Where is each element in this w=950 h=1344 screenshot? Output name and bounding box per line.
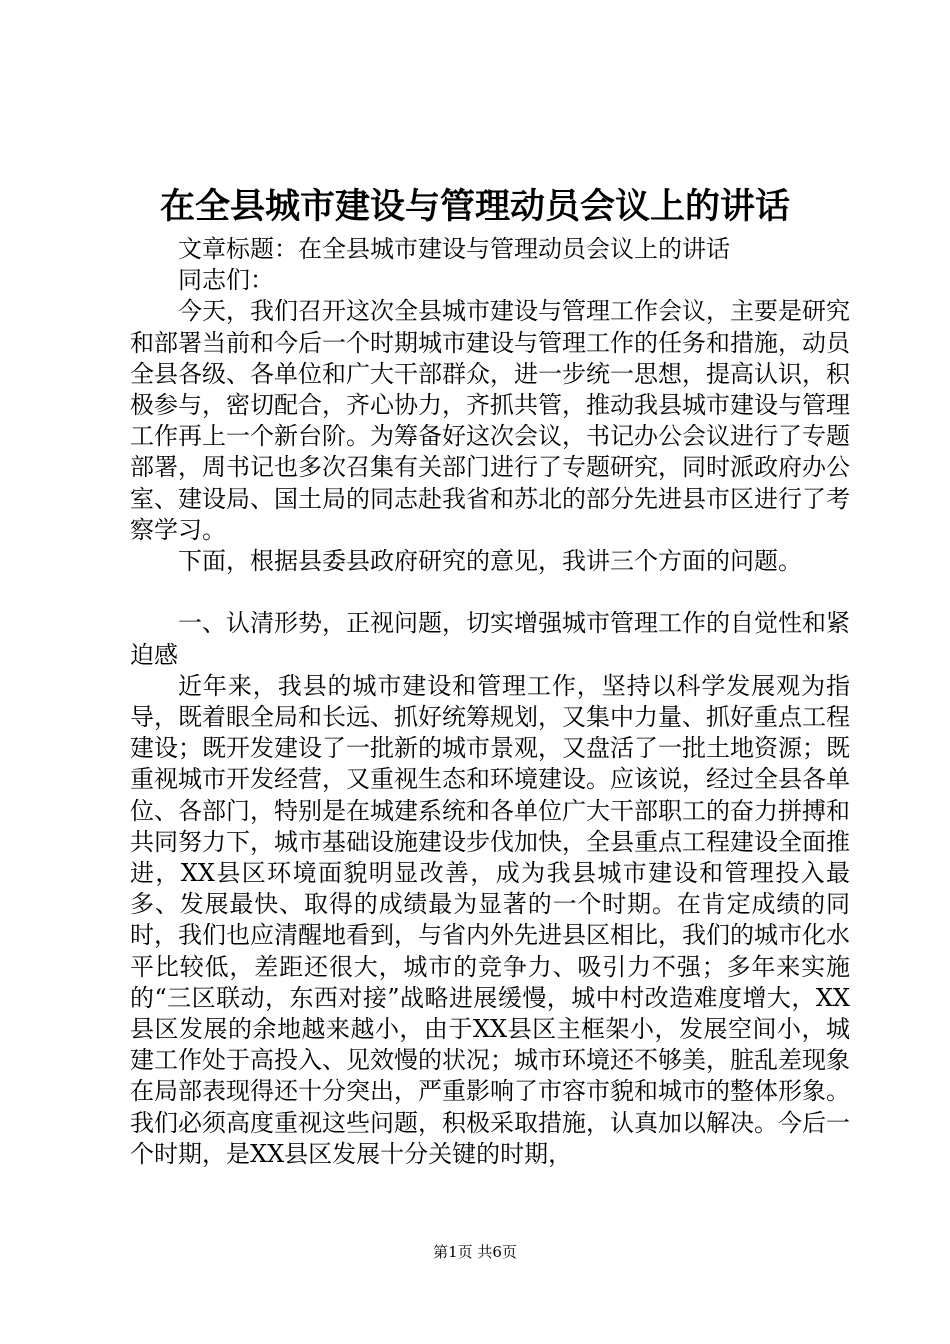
salutation: 同志们： (178, 266, 274, 295)
body-paragraph: 下面，根据县委县政府研究的意见，我讲三个方面的问题。 (178, 547, 802, 576)
page-title: 在全县城市建设与管理动员会议上的讲话 (159, 186, 790, 227)
body-paragraph: 今天，我们召开这次全县城市建设与管理工作会议，主要是研究和部署当前和今后一个时期城市建设与管理工作的任务和措施，动员全县各级、各单位和广大干部群众，进一步统一思想，提高认识，积极参与，密切配合，齐心协力，齐抓共管，推动我县城市建设与管理工作再上一个新台阶。为筹备好这次会议，书记办公会议进行了专题部署，周书记也多次召集有关部门进行了专题研究，同时派政府办公室、建设局、国土局的同志赴我省和苏北的部分先进县市区进行了考察学习。 (130, 297, 850, 544)
article-title-line: 文章标题：在全县城市建设与管理动员会议上的讲话 (178, 235, 730, 263)
document-body (130, 234, 850, 1170)
body-paragraph: 近年来，我县的城市建设和管理工作，坚持以科学发展观为指导，既着眼全局和长远、抓好统筹规划，又集中力量、抓好重点工程建设；既开发建设了一批新的城市景观，又盘活了一批土地资源；既重视城市开发经营，又重视生态和环境建设。应该说，经过全县各单位、各部门，特别是在城建系统和各单位广大干部职工的奋力拼搏和共同努力下，城市基础设施建设步伐加快，全县重点工程建设全面推进，XX县区环境面貌明显改善，成为我县城市建设和管理投入最多、发展最快、取得的成绩最为显著的一个时期。在肯定成绩的同时，我们也应清醒地看到，与省内外先进县区相比，我们的城市化水平比较低，差距还很大，城市的竞争力、吸引力不强；多年来实施的“三区联动，东西对接”战略进展缓慢，城中村改造难度增大，XX县区发展的余地越来越小，由于XX县区主框架小，发展空间小，城建工作处于高投入、见效慢的状况；城市环境还不够美，脏乱差现象在局部表现得还十分突出，严重影响了市容市貌和城市的整体形象。我们必须高度重视这些问题，积极采取措施，认真加以解决。今后一个时期，是XX县区发展十分关键的时期， (130, 671, 850, 1168)
section-heading: 一、认清形势，正视问题，切实增强城市管理工作的自觉性和紧迫感 (130, 609, 850, 669)
page-footer: 第1页 共6页 (433, 1243, 517, 1261)
